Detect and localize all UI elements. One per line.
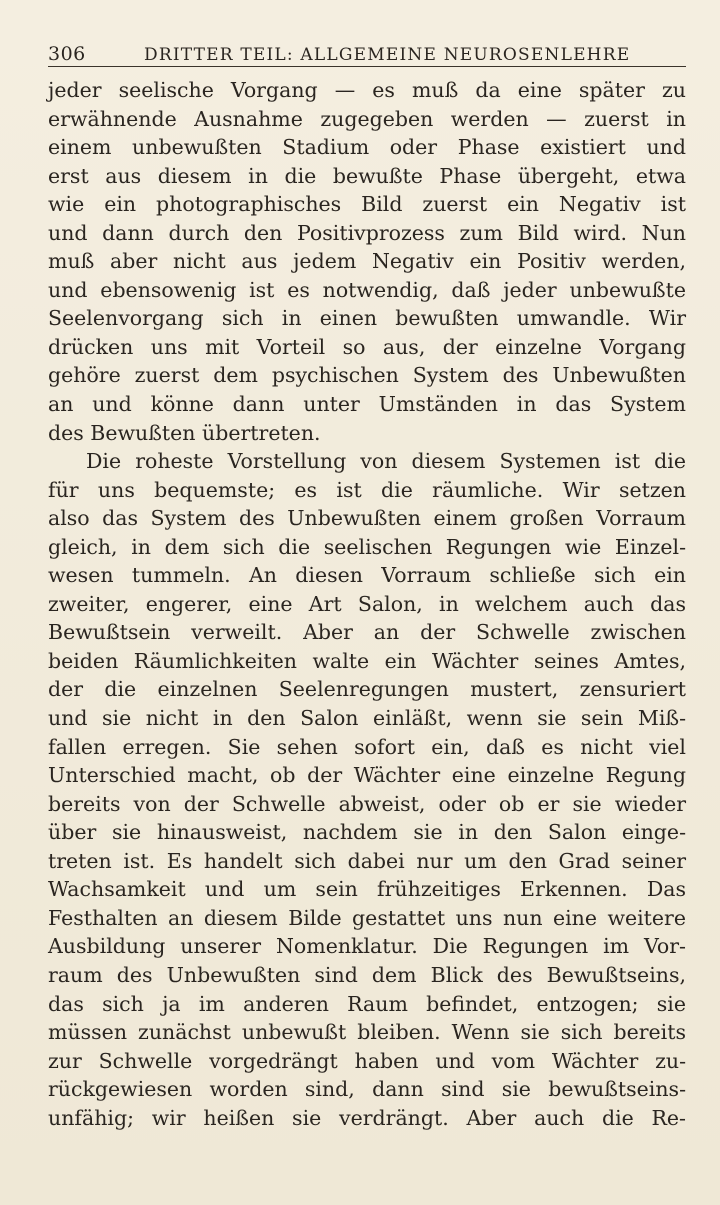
text-line: bereits von der Schwelle abweist, oder ob er sie wieder (48, 791, 686, 816)
page-number: 306 (48, 43, 86, 65)
text-line: Wachsamkeit und um sein frühzeitiges Erkennen. Das (48, 877, 686, 902)
text-line: muß aber nicht aus jedem Negativ ein Positiv werden, (48, 249, 686, 274)
text-line: beiden Räumlichkeiten walte ein Wächter seines Amtes, (48, 648, 686, 673)
text-line: das sich ja im anderen Raum befindet, entzogen; sie (48, 991, 686, 1016)
text-line: für uns bequemste; es ist die räumliche. Wir setzen (48, 477, 686, 502)
text-line: treten ist. Es handelt sich dabei nur um den Grad seiner (48, 848, 686, 873)
text-line: zur Schwelle vorgedrängt haben und vom Wächter zu- (48, 1048, 686, 1073)
text-line: Die roheste Vorstellung von diesem Systemen ist die (86, 449, 686, 474)
text-line: jeder seelische Vorgang — es muß da eine später zu (48, 78, 686, 102)
text-line: und ebensowenig ist es notwendig, daß jeder unbewußte (48, 277, 686, 302)
text-line: Festhalten an diesem Bilde gestattet uns nun eine weitere (48, 905, 686, 930)
text-line: an und könne dann unter Umständen in das System (48, 392, 686, 417)
text-line: rückgewiesen worden sind, dann sind sie bewußtseins- (48, 1077, 686, 1102)
text-line: Seelenvorgang sich in einen bewußten umwandle. Wir (48, 306, 686, 331)
text-line: also das System des Unbewußten einem großen Vorraum (48, 506, 686, 531)
text-line: zweiter, engerer, eine Art Salon, in welchem auch das (48, 591, 686, 616)
text-line: gehöre zuerst dem psychischen System des Unbewußten (48, 363, 686, 388)
page-header (48, 40, 686, 67)
text-line: gleich, in dem sich die seelischen Regungen wie Einzel- (48, 534, 686, 559)
text-line: wie ein photographisches Bild zuerst ein Negativ ist (48, 192, 686, 217)
text-line: erst aus diesem in die bewußte Phase übergeht, etwa (48, 163, 686, 188)
text-line: müssen zunächst unbewußt bleiben. Wenn sie sich bereits (48, 1020, 686, 1045)
text-line: der die einzelnen Seelenregungen mustert, zensuriert (48, 677, 686, 702)
text-line: und sie nicht in den Salon einläßt, wenn sie sein Miß- (48, 706, 686, 731)
text-line: raum des Unbewußten sind dem Blick des Bewußtseins, (48, 962, 686, 987)
text-line: einem unbewußten Stadium oder Phase existiert und (48, 135, 686, 160)
body-text (48, 76, 686, 1132)
text-line: Bewußtsein verweilt. Aber an der Schwelle zwischen (48, 620, 686, 645)
text-line: wesen tummeln. An diesen Vorraum schließe sich ein (48, 563, 686, 588)
text-line: erwähnende Ausnahme zugegeben werden — zuerst in (48, 106, 686, 131)
text-line: unfähig; wir heißen sie verdrängt. Aber auch die Re- (48, 1105, 686, 1130)
text-line: und dann durch den Positivprozess zum Bild wird. Nun (48, 220, 686, 245)
running-head: DRITTER TEIL: ALLGEMEINE NEUROSENLEHRE (144, 45, 631, 65)
text-line: des Bewußten übertreten. (48, 420, 321, 445)
text-line: drücken uns mit Vorteil so aus, der einzelne Vorgang (48, 334, 686, 359)
text-line: Unterschied macht, ob der Wächter eine einzelne Regung (48, 763, 686, 788)
text-line: Ausbildung unserer Nomenklatur. Die Regungen im Vor- (48, 934, 686, 959)
text-line: über sie hinausweist, nachdem sie in den Salon einge- (48, 820, 686, 845)
text-line: fallen erregen. Sie sehen sofort ein, daß es nicht viel (48, 734, 686, 759)
